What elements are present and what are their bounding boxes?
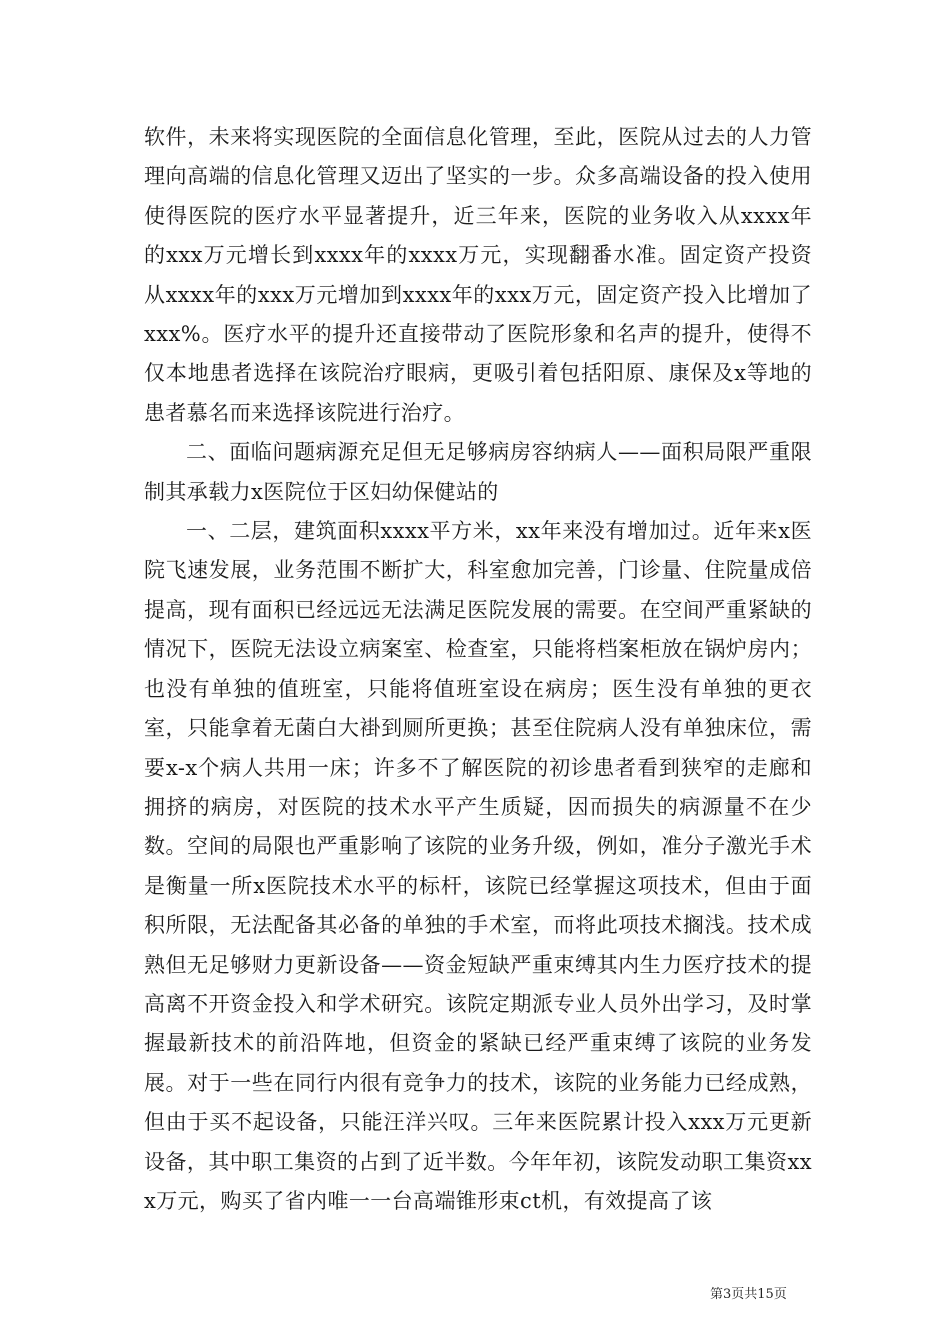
paragraph-continuation: 软件，未来将实现医院的全面信息化管理，至此，医院从过去的人力管理向高端的信息化管理又迈出了坚实的一步。众多高端设备的投入使用使得医院的医疗水平显著提升，近三年来，医院的业务收入从xxxx年的xxx万元增长到xxxx年的xxxx万元，实现翻番水准。固定资产投资从xxxx年的xxx万元增加到xxxx年的xxx万元，固定资产投入比增加了xxx%。医疗水平的提升还直接带动了医院形象和名声的提升，使得不仅本地患者选择在该院治疗眼病，更吸引着包括阳原、康保及x等地的患者慕名而来选择该院进行治疗。 xyxy=(144,125,812,425)
paragraph-space-constraints: 一、二层，建筑面积xxxx平方米，xx年来没有增加过。近年来x医院飞速发展，业务范围不断扩大，科室愈加完善，门诊量、住院量成倍提高，现有面积已经远远无法满足医院发展的需要。在空间严重紧缺的情况下，医院无法设立病案室、检查室，只能将档案柜放在锅炉房内；也没有单独的值班室，只能将值班室设在病房；医生没有单独的更衣室，只能拿着无菌白大褂到厕所更换；甚至住院病人没有单独床位，需要x-x个病人共用一床；许多不了解医院的初诊患者看到狭窄的走廊和拥挤的病房，对医院的技术水平产生质疑，因而损失的病源量不在少数。空间的局限也严重影响了该院的业务升级，例如，准分子激光手术是衡量一所x医院技术水平的标杆，该院已经掌握这项技术，但由于面积所限，无法配备其必备的单独的手术室，而将此项技术搁浅。技术成熟但无足够财力更新设备——资金短缺严重束缚其内生力医疗技术的提高离不开资金投入和学术研究。该院定期派专业人员外出学习，及时掌握最新技术的前沿阵地，但资金的紧缺已经严重束缚了该院的业务发展。对于一些在同行内很有竞争力的技术，该院的业务能力已经成熟，但由于买不起设备，只能汪洋兴叹。三年来医院累计投入xxx万元更新设备，其中职工集资的占到了近半数。今年年初，该院发动职工集资xxx万元，购买了省内唯一一台高端锥形束ct机，有效提高了该 xyxy=(144,519,812,1213)
paragraph-section-two-heading: 二、面临问题病源充足但无足够病房容纳病人——面积局限严重限制其承载力x医院位于区妇幼保健站的 xyxy=(144,440,812,504)
page-number: 第3页共15页 xyxy=(710,1287,787,1302)
document-body xyxy=(144,118,812,1221)
